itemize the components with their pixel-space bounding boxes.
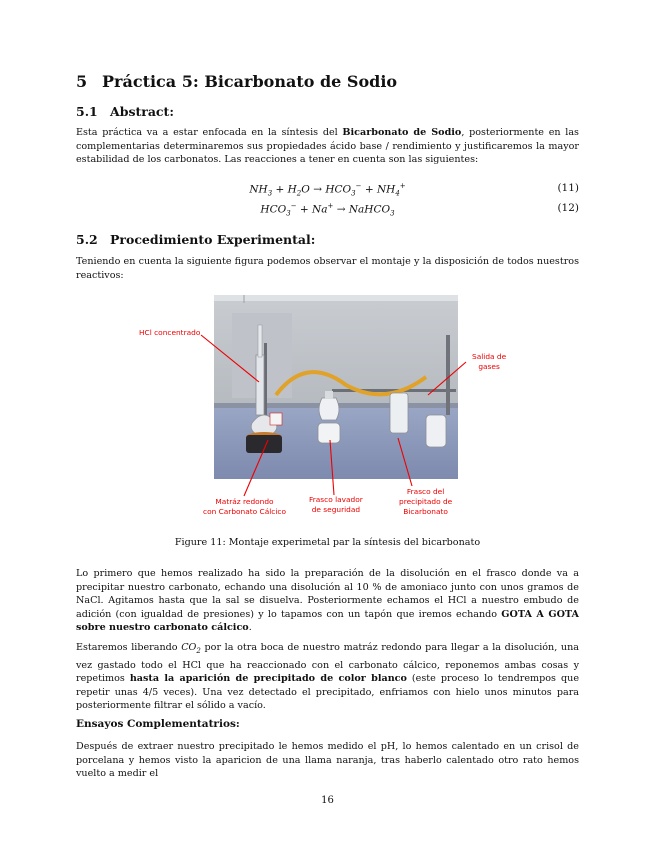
- procedure-title: Procedimiento Experimental:: [110, 232, 316, 247]
- procedure-heading: [76, 232, 315, 247]
- annotation-arrows: [76, 290, 579, 530]
- annotation-precipitate: Frasco del precipitado de Bicarbonato: [399, 487, 453, 516]
- equation-12-expression: $HCO_3^- + Na^+$ → NaHCO$_3$: [260, 202, 395, 218]
- figure-caption: Figure 11: Montaje experimetal par la síntesis del bicarbonato: [174, 537, 481, 548]
- abstract-number: 5.1: [76, 104, 98, 119]
- equation-12-label: (12): [557, 202, 579, 214]
- complementary-paragraph: Después de extraer nuestro precipitado le hemos medido el pH, lo hemos calentado en un crisol de porcelana y hemos visto la aparicion de una llama naranja, tras haberlo calentado otro rato hemos vuelto a medir el: [76, 741, 579, 780]
- abstract-heading: [76, 104, 174, 119]
- procedure-intro: Teniendo en cuenta la siguiente figura podemos observar el montaje y la disposición de todos nuestros reactivos:: [76, 256, 579, 281]
- section-number: 5: [76, 72, 88, 91]
- annotation-gas: Salida de gases: [472, 352, 507, 371]
- equation-11: [76, 182, 579, 198]
- section-title: Práctica 5: Bicarbonato de Sodio: [102, 72, 398, 91]
- equation-12: [76, 202, 579, 218]
- abstract-title: Abstract:: [110, 104, 174, 119]
- procedure-paragraph-2: Estaremos liberando $CO_2$ por la otra boca de nuestro matráz redondo para llegar a la disolución, una vez gastado todo el HCl que ha reaccionado con el carbonato cálcico, reponemos ambas cosas y repetimos hasta la aparición de precipitado de color blanco (este proceso lo tendrempos que repetir unas 4/5 veces). Una vez detectado el precipitado, enfriamos con hielo unos minutos para posteriormente filtrar el sólido a vacío.: [76, 642, 579, 712]
- arrow-precip: [398, 438, 412, 486]
- page-number: 16: [321, 795, 334, 806]
- arrow-flask: [244, 440, 268, 496]
- procedure-number: 5.2: [76, 232, 98, 247]
- abstract-paragraph: Esta práctica va a estar enfocada en la síntesis del Bicarbonato de Sodio, posteriormente en las complementarias determinaremos sus propiedades ácido base / rendimiento y justificaremos la mayor estabilidad de los carbonatos. Las reacciones a tener en cuenta son las siguientes:: [76, 127, 579, 166]
- arrow-gas: [428, 362, 466, 395]
- annotation-hcl: HCl concentrado: [139, 328, 201, 337]
- arrow-hcl: [201, 335, 259, 382]
- equation-11-label: (11): [557, 182, 579, 194]
- equation-11-expression: $NH_3 + H_2O \to HCO_3^- + NH_4^+$: [249, 182, 406, 198]
- annotation-flask: Matráz redondo con Carbonato Cálcico: [203, 497, 286, 516]
- complementary-heading: Ensayos Complementatrios:: [76, 718, 240, 730]
- arrow-washer: [330, 440, 334, 495]
- section-heading: [76, 72, 397, 91]
- annotation-washer: Frasco lavador de seguridad: [309, 495, 363, 514]
- co2-formula: $CO_2$: [181, 642, 201, 655]
- procedure-paragraph-1: Lo primero que hemos realizado ha sido la preparación de la disolución en el frasco donde va a precipitar nuestro carbonato, echando una disolución al 10 % de amoniaco junto con unos gramos de NaCl. Agitamos hasta que la sal se disuelva. Posteriormente echamos el HCl a nuestro embudo de adición (con igualdad de presiones) y lo tapamos con un tapón que iremos echando GOTA A GOTA sobre nuestro carbonato cálcico.: [76, 568, 579, 634]
